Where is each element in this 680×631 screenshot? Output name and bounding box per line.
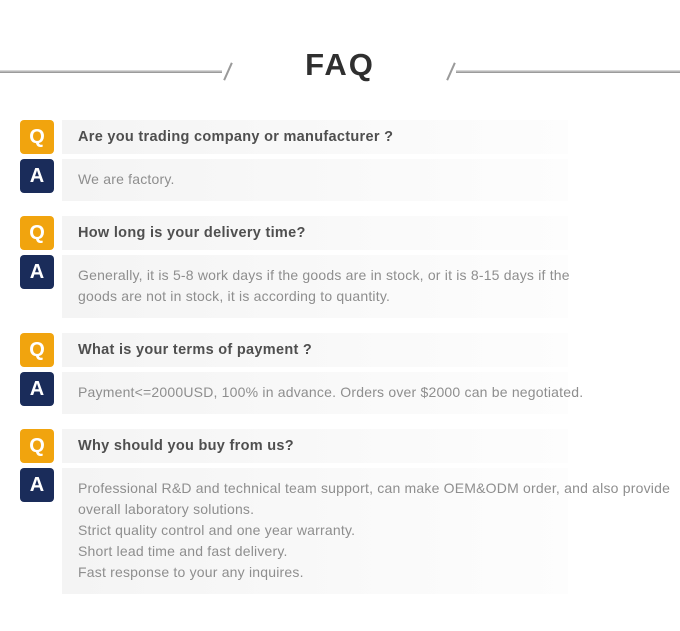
faq-item (20, 429, 680, 594)
question-text: Are you trading company or manufacturer ? (62, 120, 568, 154)
question-text: How long is your delivery time? (62, 216, 568, 250)
question-row (20, 216, 680, 250)
answer-row (20, 159, 680, 201)
answer-line: Professional R&D and technical team support, can make OEM&ODM order, and also provide (78, 480, 671, 496)
answer-badge (20, 468, 54, 502)
question-row (20, 429, 680, 463)
question-badge-letter: Q (29, 126, 45, 148)
question-row (20, 120, 680, 154)
question-badge (20, 216, 54, 250)
question-badge-letter: Q (29, 339, 45, 361)
answer-area (62, 255, 678, 318)
answer-line: We are factory. (78, 171, 175, 187)
answer-line: Fast response to your any inquires. (78, 564, 304, 580)
answer-badge-letter: A (29, 165, 45, 187)
faq-header (0, 0, 680, 120)
question-row (20, 333, 680, 367)
faq-item (20, 120, 680, 201)
question-badge-letter: Q (29, 222, 45, 244)
faq-list (0, 120, 680, 594)
answer-line: goods are not in stock, it is according to quantity. (78, 288, 391, 304)
answer-badge (20, 255, 54, 289)
answer-area (62, 468, 678, 594)
header-divider-line-right (456, 70, 680, 73)
answer-area (62, 372, 678, 414)
answer-row (20, 255, 680, 318)
answer-area (62, 159, 678, 201)
answer-line: overall laboratory solutions. (78, 501, 255, 517)
question-badge (20, 120, 54, 154)
question-text: Why should you buy from us? (62, 429, 568, 463)
answer-text (62, 159, 678, 201)
question-text: What is your terms of payment ? (62, 333, 568, 367)
answer-text (62, 468, 678, 594)
answer-badge-letter: A (29, 261, 45, 283)
faq-item (20, 333, 680, 414)
question-badge (20, 429, 54, 463)
answer-text (62, 255, 678, 318)
answer-text (62, 372, 678, 414)
answer-line: Generally, it is 5-8 work days if the goods are in stock, or it is 8-15 days if the (78, 267, 570, 283)
answer-badge (20, 159, 54, 193)
answer-row (20, 468, 680, 594)
answer-badge (20, 372, 54, 406)
answer-line: Short lead time and fast delivery. (78, 543, 288, 559)
answer-line: Payment<=2000USD, 100% in advance. Orders over $2000 can be negotiated. (78, 384, 584, 400)
answer-row (20, 372, 680, 414)
answer-badge-letter: A (29, 474, 45, 496)
faq-item (20, 216, 680, 318)
header-divider-line-left (0, 70, 222, 73)
question-badge-letter: Q (29, 435, 45, 457)
answer-line: Strict quality control and one year warranty. (78, 522, 356, 538)
answer-badge-letter: A (29, 378, 45, 400)
page-title: FAQ (305, 47, 375, 82)
question-badge (20, 333, 54, 367)
